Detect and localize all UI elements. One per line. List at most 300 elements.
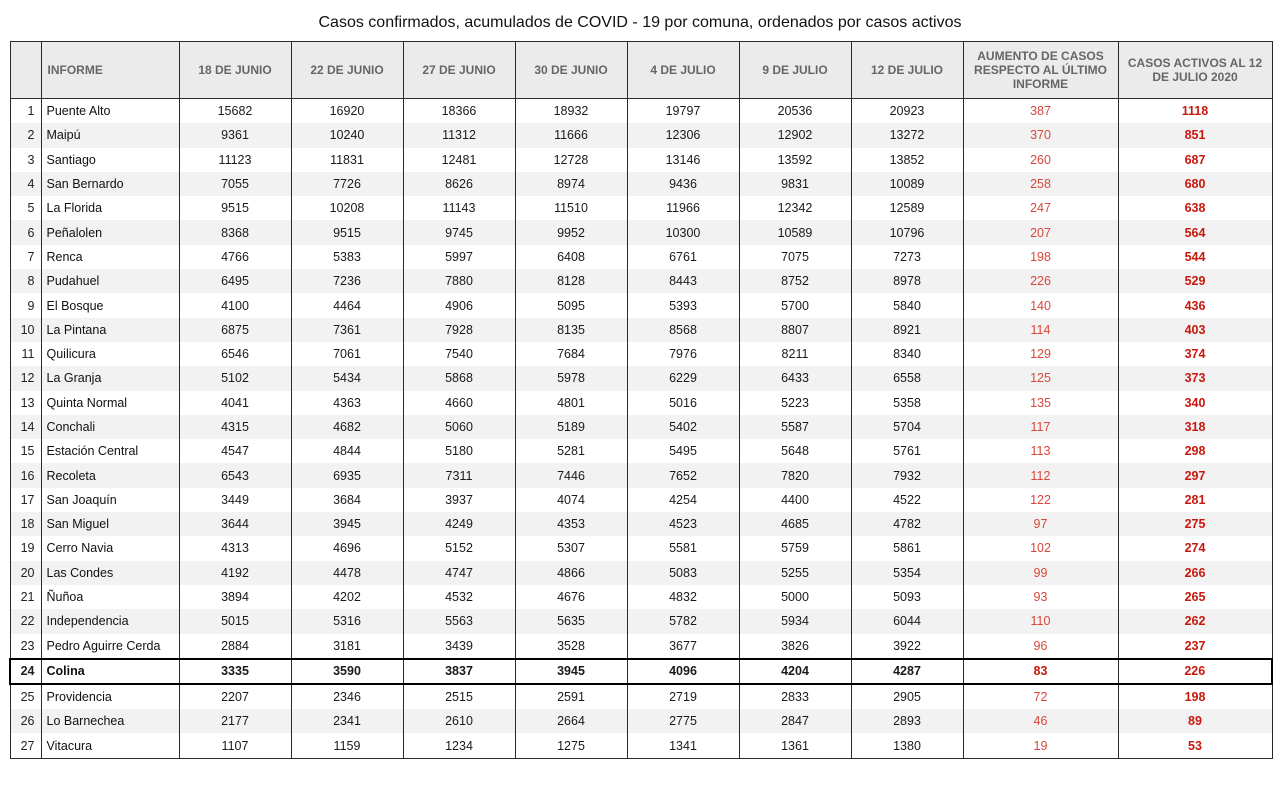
cases-value: 4464 <box>291 293 403 317</box>
cases-value: 7236 <box>291 269 403 293</box>
cases-value: 5223 <box>739 391 851 415</box>
increase-value: 258 <box>963 172 1118 196</box>
cases-value: 5316 <box>291 609 403 633</box>
cases-value: 13852 <box>851 148 963 172</box>
cases-value: 3826 <box>739 634 851 659</box>
cases-value: 3590 <box>291 659 403 684</box>
header-12-julio: 12 DE JULIO <box>851 42 963 99</box>
cases-value: 5016 <box>627 391 739 415</box>
active-cases-value: 638 <box>1118 196 1272 220</box>
cases-value: 3181 <box>291 634 403 659</box>
cases-value: 7976 <box>627 342 739 366</box>
cases-value: 3945 <box>291 512 403 536</box>
row-index: 20 <box>10 561 41 585</box>
table-row <box>10 366 1272 390</box>
cases-value: 2775 <box>627 709 739 733</box>
cases-value: 6543 <box>179 463 291 487</box>
cases-value: 11143 <box>403 196 515 220</box>
active-cases-value: 266 <box>1118 561 1272 585</box>
cases-value: 4478 <box>291 561 403 585</box>
table-row <box>10 318 1272 342</box>
increase-value: 226 <box>963 269 1118 293</box>
cases-value: 5180 <box>403 439 515 463</box>
comuna-name: Las Condes <box>41 561 179 585</box>
cases-value: 11312 <box>403 123 515 147</box>
cases-value: 5083 <box>627 561 739 585</box>
table-row <box>10 123 1272 147</box>
table-row <box>10 415 1272 439</box>
cases-value: 6408 <box>515 245 627 269</box>
cases-value: 4096 <box>627 659 739 684</box>
increase-value: 97 <box>963 512 1118 536</box>
cases-value: 3644 <box>179 512 291 536</box>
row-index: 25 <box>10 684 41 709</box>
cases-value: 4400 <box>739 488 851 512</box>
comuna-name: Puente Alto <box>41 99 179 124</box>
cases-value: 6433 <box>739 366 851 390</box>
active-cases-value: 374 <box>1118 342 1272 366</box>
active-cases-value: 680 <box>1118 172 1272 196</box>
cases-value: 4315 <box>179 415 291 439</box>
row-index: 2 <box>10 123 41 147</box>
cases-value: 3945 <box>515 659 627 684</box>
cases-value: 2515 <box>403 684 515 709</box>
row-index: 26 <box>10 709 41 733</box>
cases-value: 1275 <box>515 733 627 758</box>
cases-value: 18932 <box>515 99 627 124</box>
increase-value: 260 <box>963 148 1118 172</box>
cases-value: 18366 <box>403 99 515 124</box>
cases-value: 7652 <box>627 463 739 487</box>
cases-value: 9361 <box>179 123 291 147</box>
table-row <box>10 293 1272 317</box>
cases-value: 13592 <box>739 148 851 172</box>
cases-value: 2905 <box>851 684 963 709</box>
cases-value: 8978 <box>851 269 963 293</box>
cases-value: 12481 <box>403 148 515 172</box>
active-cases-value: 544 <box>1118 245 1272 269</box>
cases-value: 12728 <box>515 148 627 172</box>
row-index: 15 <box>10 439 41 463</box>
row-index: 27 <box>10 733 41 758</box>
cases-value: 3439 <box>403 634 515 659</box>
cases-value: 4522 <box>851 488 963 512</box>
active-cases-value: 318 <box>1118 415 1272 439</box>
comuna-name: Quinta Normal <box>41 391 179 415</box>
active-cases-value: 274 <box>1118 536 1272 560</box>
cases-value: 7820 <box>739 463 851 487</box>
cases-value: 11666 <box>515 123 627 147</box>
cases-value: 4363 <box>291 391 403 415</box>
cases-value: 8340 <box>851 342 963 366</box>
table-row <box>10 463 1272 487</box>
cases-value: 5015 <box>179 609 291 633</box>
active-cases-value: 373 <box>1118 366 1272 390</box>
comuna-name: Maipú <box>41 123 179 147</box>
cases-value: 5563 <box>403 609 515 633</box>
increase-value: 207 <box>963 220 1118 244</box>
increase-value: 112 <box>963 463 1118 487</box>
comuna-name: El Bosque <box>41 293 179 317</box>
cases-value: 4100 <box>179 293 291 317</box>
increase-value: 93 <box>963 585 1118 609</box>
header-27-junio: 27 DE JUNIO <box>403 42 515 99</box>
active-cases-value: 687 <box>1118 148 1272 172</box>
cases-value: 5383 <box>291 245 403 269</box>
cases-value: 2207 <box>179 684 291 709</box>
table-row <box>10 488 1272 512</box>
row-index: 4 <box>10 172 41 196</box>
comuna-name: Independencia <box>41 609 179 633</box>
row-index: 12 <box>10 366 41 390</box>
cases-value: 5868 <box>403 366 515 390</box>
cases-value: 2341 <box>291 709 403 733</box>
increase-value: 99 <box>963 561 1118 585</box>
cases-value: 11123 <box>179 148 291 172</box>
cases-value: 7726 <box>291 172 403 196</box>
comuna-name: Pudahuel <box>41 269 179 293</box>
table-row <box>10 709 1272 733</box>
cases-value: 4204 <box>739 659 851 684</box>
cases-value: 3528 <box>515 634 627 659</box>
cases-value: 8443 <box>627 269 739 293</box>
cases-value: 4192 <box>179 561 291 585</box>
comuna-name: Recoleta <box>41 463 179 487</box>
active-cases-value: 226 <box>1118 659 1272 684</box>
cases-value: 4660 <box>403 391 515 415</box>
cases-value: 4074 <box>515 488 627 512</box>
cases-value: 9952 <box>515 220 627 244</box>
table-row <box>10 512 1272 536</box>
cases-value: 6761 <box>627 245 739 269</box>
comuna-name: San Miguel <box>41 512 179 536</box>
cases-value: 8921 <box>851 318 963 342</box>
row-index: 17 <box>10 488 41 512</box>
cases-value: 15682 <box>179 99 291 124</box>
cases-value: 4766 <box>179 245 291 269</box>
comuna-name: Ñuñoa <box>41 585 179 609</box>
row-index: 9 <box>10 293 41 317</box>
increase-value: 122 <box>963 488 1118 512</box>
row-index: 18 <box>10 512 41 536</box>
cases-value: 11966 <box>627 196 739 220</box>
cases-value: 7684 <box>515 342 627 366</box>
cases-value: 5255 <box>739 561 851 585</box>
comuna-name: Cerro Navia <box>41 536 179 560</box>
active-cases-value: 529 <box>1118 269 1272 293</box>
cases-value: 6229 <box>627 366 739 390</box>
cases-value: 6044 <box>851 609 963 633</box>
table-row <box>10 609 1272 633</box>
cases-value: 20923 <box>851 99 963 124</box>
table-row <box>10 196 1272 220</box>
active-cases-value: 564 <box>1118 220 1272 244</box>
header-aumento: AUMENTO DE CASOS RESPECTO AL ÚLTIMO INFORME <box>963 42 1118 99</box>
cases-value: 10300 <box>627 220 739 244</box>
cases-value: 5354 <box>851 561 963 585</box>
cases-value: 2719 <box>627 684 739 709</box>
cases-value: 8807 <box>739 318 851 342</box>
increase-value: 125 <box>963 366 1118 390</box>
cases-value: 12306 <box>627 123 739 147</box>
header-22-junio: 22 DE JUNIO <box>291 42 403 99</box>
header-activos: CASOS ACTIVOS AL 12 DE JULIO 2020 <box>1118 42 1272 99</box>
row-index: 7 <box>10 245 41 269</box>
cases-value: 5861 <box>851 536 963 560</box>
cases-value: 12342 <box>739 196 851 220</box>
cases-value: 4685 <box>739 512 851 536</box>
active-cases-value: 262 <box>1118 609 1272 633</box>
comuna-name: Conchali <box>41 415 179 439</box>
header-informe: INFORME <box>41 42 179 99</box>
increase-value: 96 <box>963 634 1118 659</box>
active-cases-value: 298 <box>1118 439 1272 463</box>
comuna-name: Santiago <box>41 148 179 172</box>
row-index: 8 <box>10 269 41 293</box>
row-index: 6 <box>10 220 41 244</box>
active-cases-value: 403 <box>1118 318 1272 342</box>
cases-value: 9745 <box>403 220 515 244</box>
cases-value: 1159 <box>291 733 403 758</box>
table-row <box>10 220 1272 244</box>
active-cases-value: 436 <box>1118 293 1272 317</box>
cases-value: 4696 <box>291 536 403 560</box>
comuna-name: Pedro Aguirre Cerda <box>41 634 179 659</box>
active-cases-value: 297 <box>1118 463 1272 487</box>
cases-value: 7928 <box>403 318 515 342</box>
table-row <box>10 99 1272 124</box>
cases-value: 4254 <box>627 488 739 512</box>
row-index: 11 <box>10 342 41 366</box>
cases-value: 8626 <box>403 172 515 196</box>
active-cases-value: 265 <box>1118 585 1272 609</box>
cases-value: 4801 <box>515 391 627 415</box>
cases-value: 1361 <box>739 733 851 758</box>
comuna-name: Peñalolen <box>41 220 179 244</box>
cases-value: 10089 <box>851 172 963 196</box>
row-index: 22 <box>10 609 41 633</box>
header-row <box>10 42 1272 99</box>
cases-value: 5281 <box>515 439 627 463</box>
comuna-name: Vitacura <box>41 733 179 758</box>
cases-value: 5997 <box>403 245 515 269</box>
cases-value: 4676 <box>515 585 627 609</box>
comuna-name: San Joaquín <box>41 488 179 512</box>
table-row <box>10 561 1272 585</box>
cases-value: 7361 <box>291 318 403 342</box>
table-row <box>10 245 1272 269</box>
cases-value: 3677 <box>627 634 739 659</box>
cases-value: 10240 <box>291 123 403 147</box>
cases-value: 4523 <box>627 512 739 536</box>
increase-value: 140 <box>963 293 1118 317</box>
cases-value: 9831 <box>739 172 851 196</box>
comuna-name: Providencia <box>41 684 179 709</box>
cases-value: 4832 <box>627 585 739 609</box>
cases-value: 2833 <box>739 684 851 709</box>
increase-value: 114 <box>963 318 1118 342</box>
cases-value: 7540 <box>403 342 515 366</box>
cases-value: 5189 <box>515 415 627 439</box>
increase-value: 102 <box>963 536 1118 560</box>
cases-value: 4313 <box>179 536 291 560</box>
cases-value: 5581 <box>627 536 739 560</box>
row-index: 14 <box>10 415 41 439</box>
cases-value: 4249 <box>403 512 515 536</box>
table-row <box>10 342 1272 366</box>
cases-value: 5635 <box>515 609 627 633</box>
cases-value: 13146 <box>627 148 739 172</box>
cases-value: 9436 <box>627 172 739 196</box>
cases-value: 7061 <box>291 342 403 366</box>
increase-value: 19 <box>963 733 1118 758</box>
header-9-julio: 9 DE JULIO <box>739 42 851 99</box>
table-row <box>10 269 1272 293</box>
comuna-name: La Pintana <box>41 318 179 342</box>
cases-value: 5934 <box>739 609 851 633</box>
cases-value: 3937 <box>403 488 515 512</box>
active-cases-value: 281 <box>1118 488 1272 512</box>
cases-value: 11510 <box>515 196 627 220</box>
cases-value: 4866 <box>515 561 627 585</box>
header-18-junio: 18 DE JUNIO <box>179 42 291 99</box>
cases-value: 5648 <box>739 439 851 463</box>
cases-value: 4353 <box>515 512 627 536</box>
row-index: 24 <box>10 659 41 684</box>
cases-value: 6875 <box>179 318 291 342</box>
cases-value: 6495 <box>179 269 291 293</box>
cases-value: 1107 <box>179 733 291 758</box>
cases-value: 4287 <box>851 659 963 684</box>
cases-value: 19797 <box>627 99 739 124</box>
increase-value: 83 <box>963 659 1118 684</box>
table-row <box>10 439 1272 463</box>
row-index: 23 <box>10 634 41 659</box>
cases-value: 4532 <box>403 585 515 609</box>
table-row <box>10 172 1272 196</box>
cases-value: 4041 <box>179 391 291 415</box>
table-row <box>10 684 1272 709</box>
cases-value: 2893 <box>851 709 963 733</box>
active-cases-value: 237 <box>1118 634 1272 659</box>
covid-cases-table <box>9 41 1273 759</box>
cases-value: 3894 <box>179 585 291 609</box>
cases-value: 7055 <box>179 172 291 196</box>
cases-value: 4906 <box>403 293 515 317</box>
cases-value: 2177 <box>179 709 291 733</box>
active-cases-value: 340 <box>1118 391 1272 415</box>
comuna-name: Lo Barnechea <box>41 709 179 733</box>
cases-value: 8568 <box>627 318 739 342</box>
cases-value: 11831 <box>291 148 403 172</box>
comuna-name: La Florida <box>41 196 179 220</box>
cases-value: 5840 <box>851 293 963 317</box>
cases-value: 8211 <box>739 342 851 366</box>
cases-value: 3684 <box>291 488 403 512</box>
increase-value: 387 <box>963 99 1118 124</box>
cases-value: 8135 <box>515 318 627 342</box>
active-cases-value: 53 <box>1118 733 1272 758</box>
cases-value: 5102 <box>179 366 291 390</box>
cases-value: 8128 <box>515 269 627 293</box>
increase-value: 135 <box>963 391 1118 415</box>
header-index <box>10 42 41 99</box>
cases-value: 3449 <box>179 488 291 512</box>
cases-value: 5095 <box>515 293 627 317</box>
active-cases-value: 275 <box>1118 512 1272 536</box>
increase-value: 46 <box>963 709 1118 733</box>
row-index: 1 <box>10 99 41 124</box>
cases-value: 4844 <box>291 439 403 463</box>
active-cases-value: 198 <box>1118 684 1272 709</box>
cases-value: 8752 <box>739 269 851 293</box>
cases-value: 5358 <box>851 391 963 415</box>
comuna-name: Renca <box>41 245 179 269</box>
table-row <box>10 733 1272 758</box>
increase-value: 110 <box>963 609 1118 633</box>
cases-value: 8368 <box>179 220 291 244</box>
comuna-name: Colina <box>41 659 179 684</box>
cases-value: 4747 <box>403 561 515 585</box>
cases-value: 5402 <box>627 415 739 439</box>
cases-value: 5000 <box>739 585 851 609</box>
cases-value: 3837 <box>403 659 515 684</box>
increase-value: 113 <box>963 439 1118 463</box>
cases-value: 9515 <box>179 196 291 220</box>
cases-value: 5093 <box>851 585 963 609</box>
cases-value: 12589 <box>851 196 963 220</box>
comuna-name: Estación Central <box>41 439 179 463</box>
table-row <box>10 585 1272 609</box>
cases-value: 7273 <box>851 245 963 269</box>
cases-value: 2346 <box>291 684 403 709</box>
cases-value: 12902 <box>739 123 851 147</box>
increase-value: 247 <box>963 196 1118 220</box>
cases-value: 8974 <box>515 172 627 196</box>
header-4-julio: 4 DE JULIO <box>627 42 739 99</box>
cases-value: 4547 <box>179 439 291 463</box>
cases-value: 5060 <box>403 415 515 439</box>
row-index: 19 <box>10 536 41 560</box>
active-cases-value: 851 <box>1118 123 1272 147</box>
cases-value: 5434 <box>291 366 403 390</box>
table-row <box>10 536 1272 560</box>
cases-value: 2591 <box>515 684 627 709</box>
active-cases-value: 89 <box>1118 709 1272 733</box>
cases-value: 5393 <box>627 293 739 317</box>
table-row <box>10 659 1272 684</box>
cases-value: 2610 <box>403 709 515 733</box>
cases-value: 4782 <box>851 512 963 536</box>
cases-value: 6546 <box>179 342 291 366</box>
cases-value: 6558 <box>851 366 963 390</box>
cases-value: 1234 <box>403 733 515 758</box>
header-30-junio: 30 DE JUNIO <box>515 42 627 99</box>
row-index: 3 <box>10 148 41 172</box>
increase-value: 129 <box>963 342 1118 366</box>
increase-value: 198 <box>963 245 1118 269</box>
table-row <box>10 148 1272 172</box>
cases-value: 2847 <box>739 709 851 733</box>
cases-value: 20536 <box>739 99 851 124</box>
row-index: 10 <box>10 318 41 342</box>
cases-value: 5587 <box>739 415 851 439</box>
cases-value: 4202 <box>291 585 403 609</box>
cases-value: 2884 <box>179 634 291 659</box>
cases-value: 7446 <box>515 463 627 487</box>
table-row <box>10 391 1272 415</box>
increase-value: 72 <box>963 684 1118 709</box>
